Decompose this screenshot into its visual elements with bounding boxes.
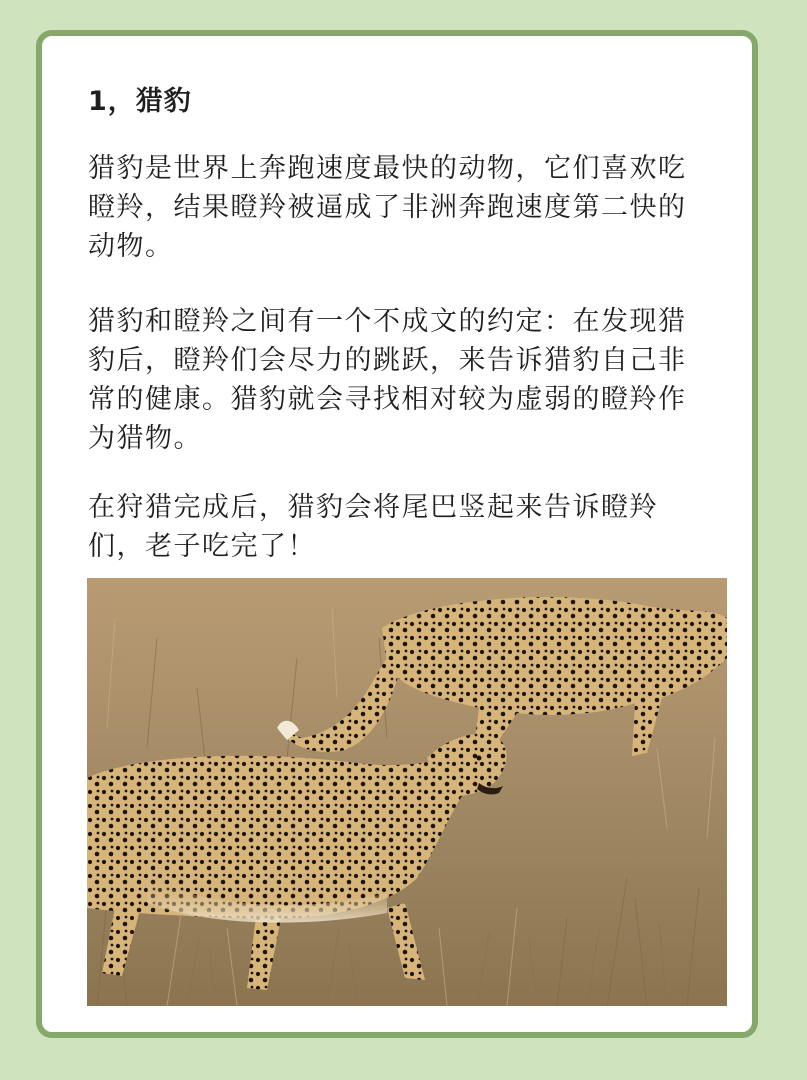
section-heading: 1，猎豹 (88, 86, 192, 117)
content-card (36, 30, 758, 1038)
cheetah-illustration (87, 578, 727, 1006)
back-cheetah (277, 597, 727, 760)
front-cheetah (87, 734, 506, 990)
cheetah-photo (87, 578, 727, 1006)
paragraph-1: 猎豹是世界上奔跑速度最快的动物，它们喜欢吃瞪羚，结果瞪羚被逼成了非洲奔跑速度第二快的动物。 (88, 153, 687, 262)
paragraph-3: 在狩猎完成后，猎豹会将尾巴竖起来告诉瞪羚们，老子吃完了！ (88, 492, 658, 562)
paragraph-2: 猎豹和瞪羚之间有一个不成文的约定：在发现猎豹后，瞪羚们会尽力的跳跃，来告诉猎豹自己非常的健康。猎豹就会寻找相对较为虚弱的瞪羚作为猎物。 (88, 306, 687, 454)
